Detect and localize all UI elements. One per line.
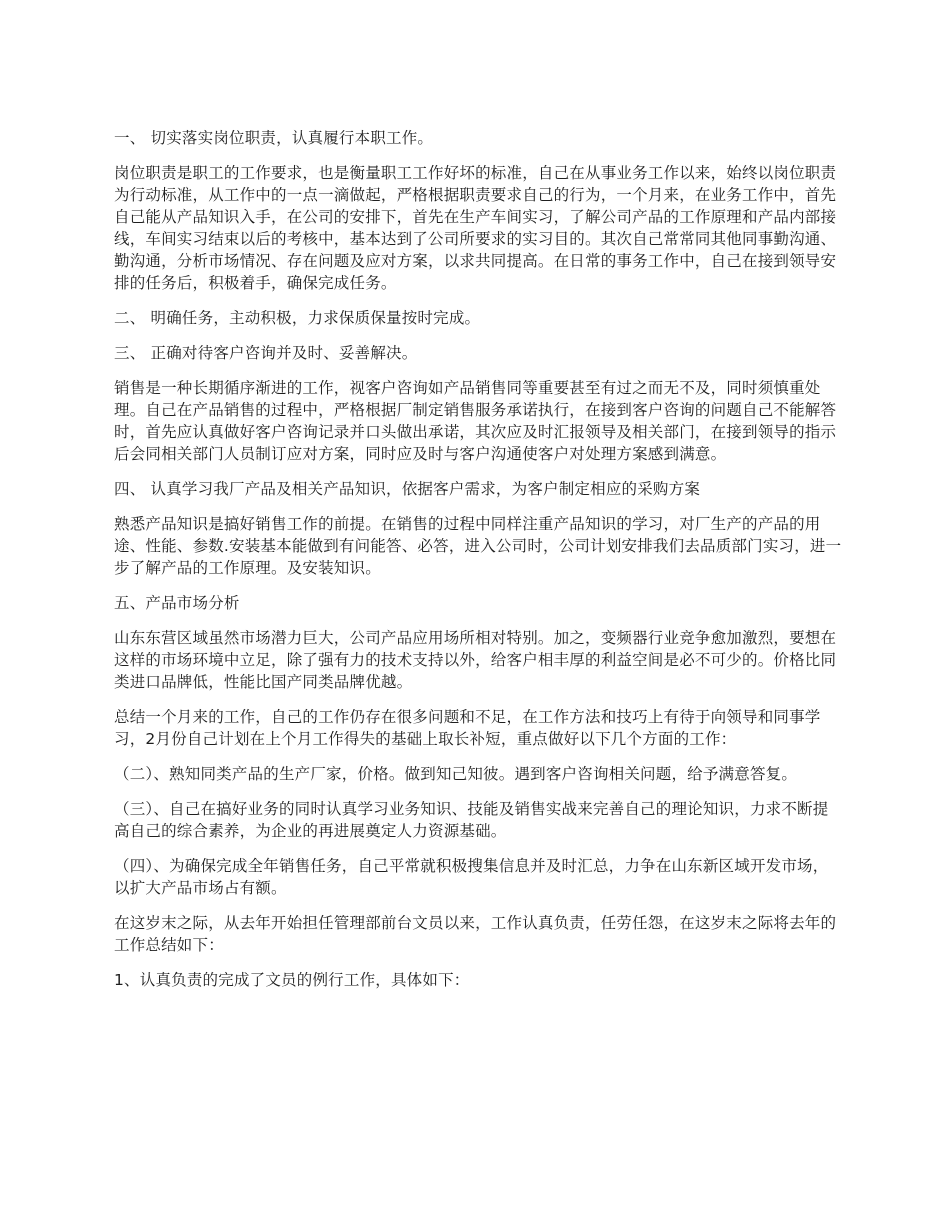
list-item-4: （四）、为确保完成全年销售任务，自己平常就积极搜集信息并及时汇总，力争在山东新区域开发市场，以扩大产品市场占有额。: [114, 857, 829, 897]
document-body: [114, 127, 844, 1004]
list-item-2: （二）、熟知同类产品的生产厂家，价格。做到知己知彼。遇到客户咨询相关问题，给予满意答复。: [114, 765, 798, 783]
list-item-3: （三）、自己在搞好业务的同时认真学习业务知识、技能及销售实战来完善自己的理论知识，力求不断提高自己的综合素养，为企业的再进展奠定人力资源基础。: [114, 800, 829, 840]
section-heading-1: 一、 切实落实岗位职责，认真履行本职工作。: [114, 129, 434, 147]
section-heading-5: 五、产品市场分析: [114, 594, 240, 612]
section-heading-4: 四、 认真学习我厂产品及相关产品知识，依据客户需求，为客户制定相应的采购方案: [114, 480, 701, 498]
section-heading-2: 二、 明确任务，主动积极，力求保质保量按时完成。: [114, 309, 481, 327]
section-heading-3: 三、 正确对待客户咨询并及时、妥善解决。: [114, 344, 418, 362]
paragraph-job-duties: 岗位职责是职工的工作要求，也是衡量职工工作好坏的标准，自己在从事业务工作以来，始终以岗位职责为行动标准，从工作中的一点一滴做起，严格根据职责要求自己的行为，一个月来，在业务工作中，首先自己能从产品知识入手，在公司的安排下，首先在生产车间实习，了解公司产品的工作原理和产品内部接线，车间实习结束以后的考核中，基本达到了公司所要求的实习目的。其次自己常常同其他同事勤沟通、勤沟通，分析市场情况、存在问题及应对方案，以求共同提高。在日常的事务工作中，自己在接到领导安排的任务后，积极着手，确保完成任务。: [114, 164, 837, 292]
paragraph-customer-inquiry: 销售是一种长期循序渐进的工作，视客户咨询如产品销售同等重要甚至有过之而无不及，同时须慎重处理。自己在产品销售的过程中，严格根据厂制定销售服务承诺执行，在接到客户咨询的问题自己不能解答时，首先应认真做好客户咨询记录并口头做出承诺，其次应及时汇报领导及相关部门，在接到领导的指示后会同相关部门人员制订应对方案，同时应及时与客户沟通使客户对处理方案感到满意。: [114, 379, 837, 463]
paragraph-product-knowledge: 熟悉产品知识是搞好销售工作的前提。在销售的过程中同样注重产品知识的学习，对厂生产的产品的用途、性能、参数.安装基本能做到有问能答、必答，进入公司时，公司计划安排我们去品质部门实习，进一步了解产品的工作原理。及安装知识。: [114, 515, 842, 577]
paragraph-monthly-summary: 总结一个月来的工作，自己的工作仍存在很多问题和不足，在工作方法和技巧上有待于向领导和同事学习，2月份自己计划在上个月工作得失的基础上取长补短，重点做好以下几个方面的工作：: [114, 708, 821, 748]
paragraph-routine-work: 1、认真负责的完成了文员的例行工作，具体如下：: [114, 971, 470, 989]
paragraph-year-end: 在这岁末之际，从去年开始担任管理部前台文员以来，工作认真负责，任劳任怨，在这岁末之际将去年的工作总结如下：: [114, 914, 837, 954]
paragraph-market-analysis: 山东东营区域虽然市场潜力巨大，公司产品应用场所相对特别。加之，变频器行业竞争愈加激烈，要想在这样的市场环境中立足，除了强有力的技术支持以外，给客户相丰厚的利益空间是必不可少的。价格比同类进口品牌低，性能比国产同类品牌优越。: [114, 629, 837, 691]
